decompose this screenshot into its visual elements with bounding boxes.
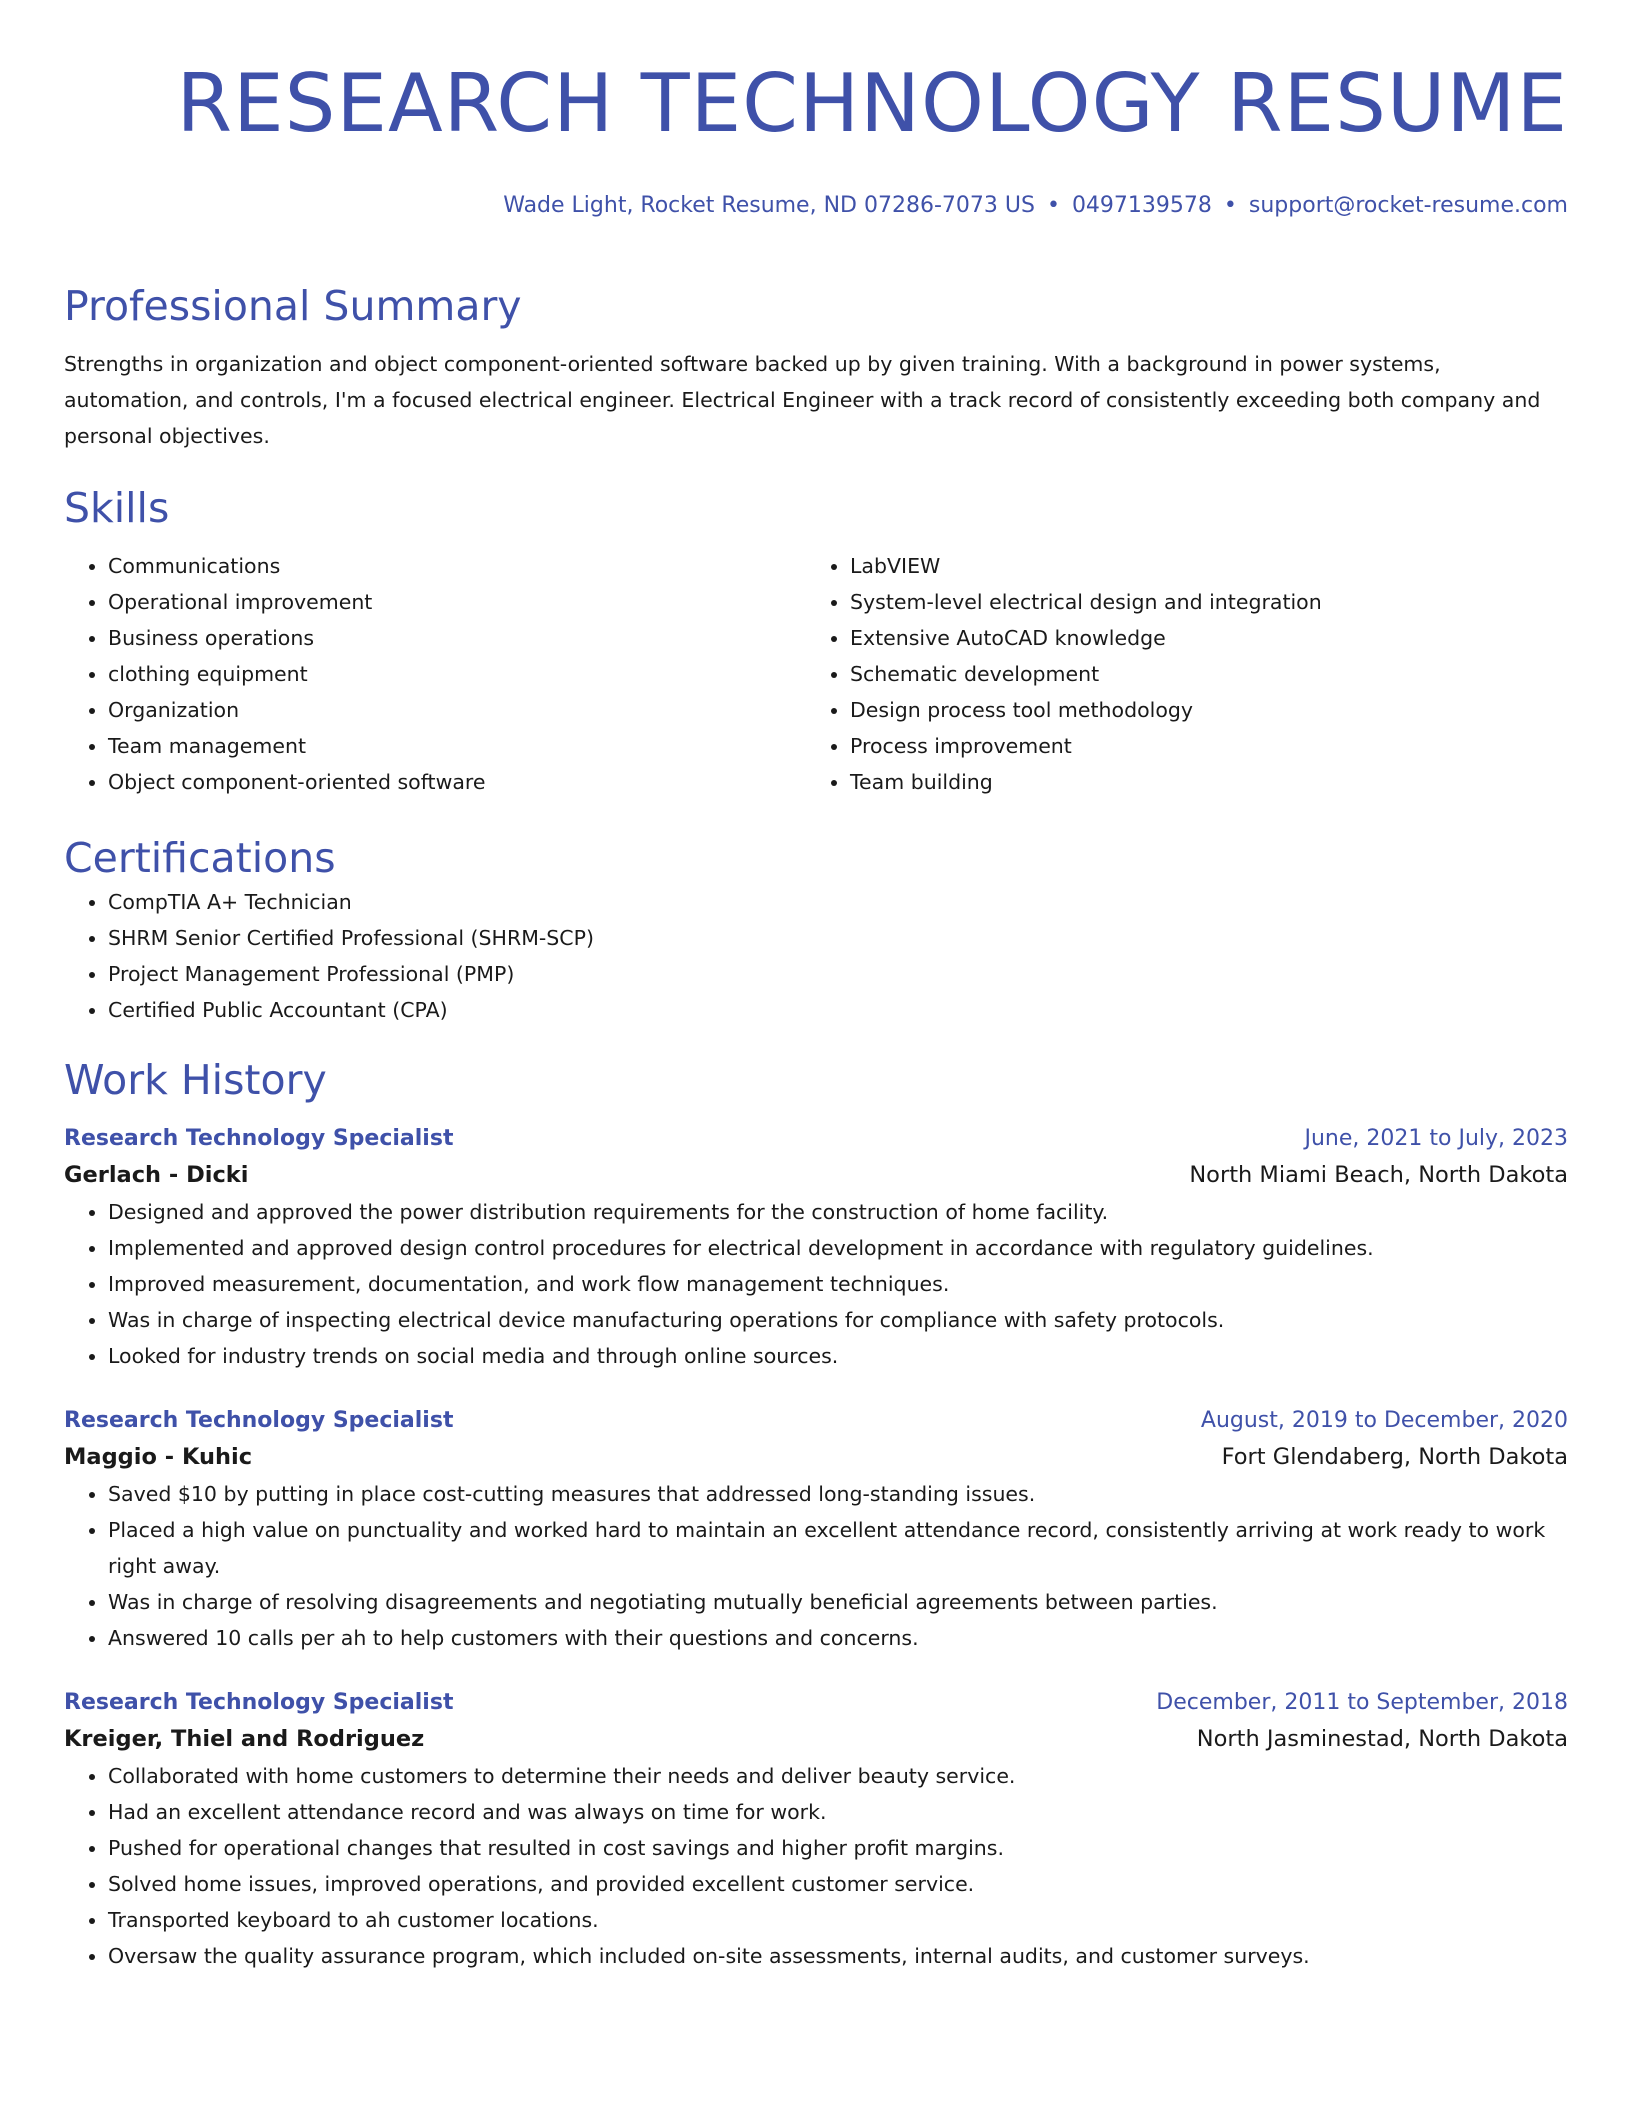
skill-item: • Schematic development: [850, 656, 1548, 692]
work-history-heading: Work History: [64, 1056, 327, 1104]
job-dates: June, 2021 to July, 2023: [1304, 1126, 1568, 1151]
skill-item: • Communications: [108, 548, 806, 584]
skill-item: • Team management: [108, 728, 806, 764]
job-bullet: • Was in charge of inspecting electrical device manufacturing operations for compliance with safety protocols.: [108, 1302, 1568, 1338]
job-entry: [64, 1404, 1568, 1656]
skill-item: • Organization: [108, 692, 806, 728]
contact-separator: •: [1046, 193, 1060, 218]
job-title: Research Technology Specialist: [64, 1408, 454, 1433]
contact-phone: 0497139578: [1071, 193, 1212, 218]
skill-item: • clothing equipment: [108, 656, 806, 692]
job-bullet: • Answered 10 calls per ah to help customers with their questions and concerns.: [108, 1620, 1568, 1656]
job-title: Research Technology Specialist: [64, 1126, 454, 1151]
job-bullet: • Was in charge of resolving disagreements and negotiating mutually beneficial agreements between parties.: [108, 1584, 1568, 1620]
job-bullets: [64, 1194, 1568, 1374]
skills-column-left: [64, 548, 806, 800]
skills-column-right: [806, 548, 1548, 800]
job-location: North Miami Beach, North Dakota: [1189, 1162, 1568, 1188]
job-bullet: • Transported keyboard to ah customer locations.: [108, 1902, 1568, 1938]
contact-address: Wade Light, Rocket Resume, ND 07286-7073 US: [503, 193, 1035, 218]
certifications-list: [64, 884, 1568, 1028]
job-company: Gerlach - Dicki: [64, 1162, 249, 1188]
job-bullet: • Implemented and approved design control procedures for electrical development in accordance with regulatory guidelines.: [108, 1230, 1568, 1266]
certifications-heading: Certifications: [64, 834, 336, 882]
job-bullet: • Designed and approved the power distribution requirements for the construction of home facility.: [108, 1194, 1568, 1230]
skill-item: • System-level electrical design and integration: [850, 584, 1548, 620]
summary-text: Strengths in organization and object component-oriented software backed up by given training. With a background in power systems, automation, and controls, I'm a focused electrical engineer. Electrical Engineer with a track record of consistently exceeding both company and personal objectives.: [64, 352, 1541, 448]
job-bullets: [64, 1758, 1568, 1974]
job-location: North Jasminestad, North Dakota: [1196, 1726, 1568, 1752]
job-bullet: • Oversaw the quality assurance program, which included on-site assessments, internal audits, and customer surveys.: [108, 1938, 1568, 1974]
job-company: Maggio - Kuhic: [64, 1444, 253, 1470]
skills-columns: [64, 548, 1568, 800]
job-entry: [64, 1122, 1568, 1374]
job-title: Research Technology Specialist: [64, 1690, 454, 1715]
job-bullet: • Saved $10 by putting in place cost-cutting measures that addressed long-standing issues.: [108, 1476, 1568, 1512]
skill-item: • LabVIEW: [850, 548, 1548, 584]
skills-list-right: [806, 548, 1548, 800]
job-bullet: • Had an excellent attendance record and was always on time for work.: [108, 1794, 1568, 1830]
certification-item: • SHRM Senior Certified Professional (SHRM-SCP): [108, 920, 1568, 956]
job-bullet: • Looked for industry trends on social media and through online sources.: [108, 1338, 1568, 1374]
skills-list-left: [64, 548, 806, 800]
job-dates: August, 2019 to December, 2020: [1200, 1408, 1568, 1433]
contact-separator: •: [1223, 193, 1237, 218]
job-bullet: • Improved measurement, documentation, and work flow management techniques.: [108, 1266, 1568, 1302]
skill-item: • Operational improvement: [108, 584, 806, 620]
job-entry: [64, 1686, 1568, 1974]
job-bullets: [64, 1476, 1568, 1656]
skill-item: • Extensive AutoCAD knowledge: [850, 620, 1548, 656]
skill-item: • Design process tool methodology: [850, 692, 1548, 728]
summary-heading: Professional Summary: [64, 282, 522, 330]
job-location: Fort Glendaberg, North Dakota: [1221, 1444, 1568, 1470]
skill-item: • Team building: [850, 764, 1548, 800]
skill-item: • Business operations: [108, 620, 806, 656]
certification-item: • Project Management Professional (PMP): [108, 956, 1568, 992]
job-bullet: • Pushed for operational changes that resulted in cost savings and higher profit margins.: [108, 1830, 1568, 1866]
job-bullet: • Solved home issues, improved operations, and provided excellent customer service.: [108, 1866, 1568, 1902]
contact-line: [64, 190, 1568, 222]
contact-email: support@rocket-resume.com: [1248, 193, 1568, 218]
certification-item: • CompTIA A+ Technician: [108, 884, 1568, 920]
certification-item: • Certified Public Accountant (CPA): [108, 992, 1568, 1028]
skill-item: • Object component-oriented software: [108, 764, 806, 800]
job-dates: December, 2011 to September, 2018: [1156, 1690, 1568, 1715]
job-bullet: • Collaborated with home customers to determine their needs and deliver beauty service.: [108, 1758, 1568, 1794]
job-bullet: • Placed a high value on punctuality and worked hard to maintain an excellent attendance record, consistently arriving at work ready to work right away.: [108, 1512, 1568, 1584]
resume-title: RESEARCH TECHNOLOGY RESUME: [176, 57, 1568, 150]
job-company: Kreiger, Thiel and Rodriguez: [64, 1726, 425, 1752]
resume-page: [64, 0, 1568, 1974]
skill-item: • Process improvement: [850, 728, 1548, 764]
skills-heading: Skills: [64, 484, 170, 532]
